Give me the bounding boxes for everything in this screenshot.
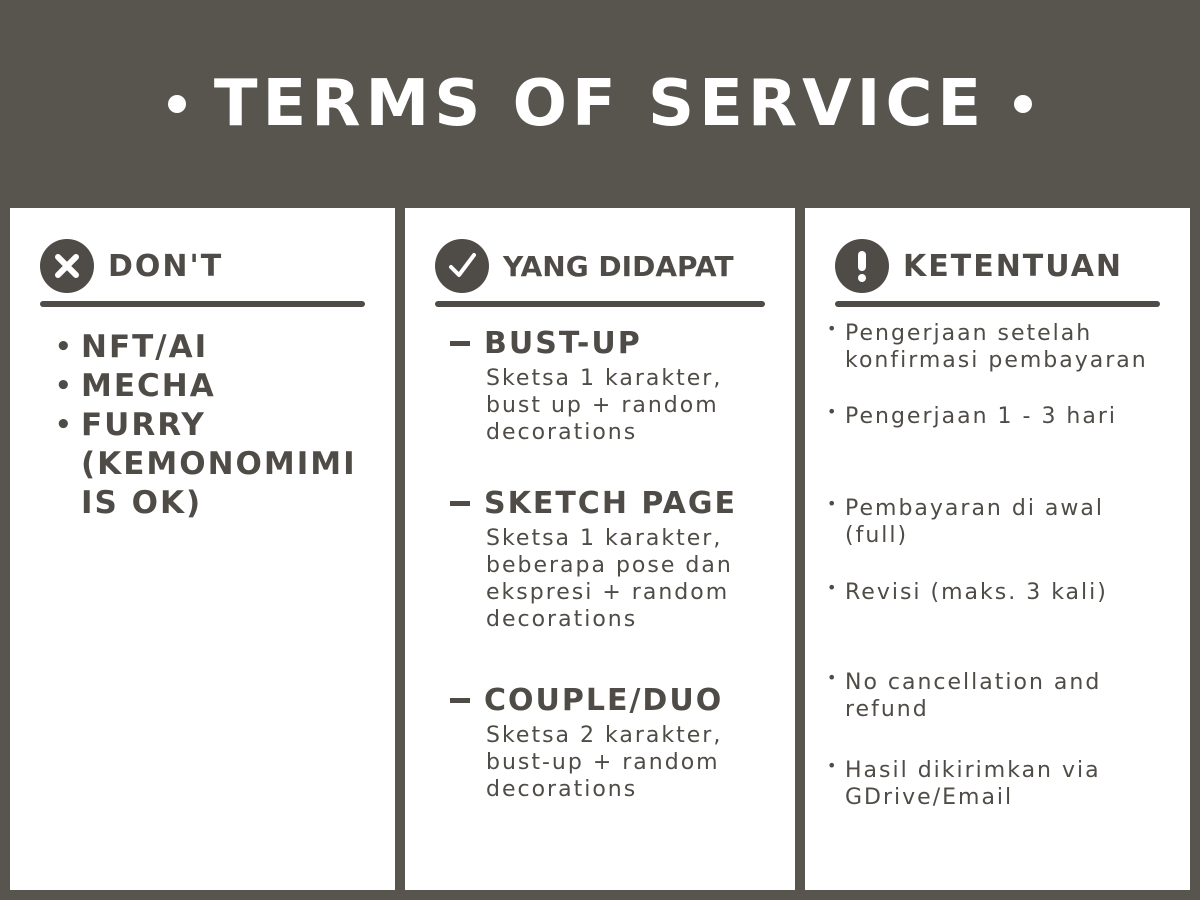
package-bust-up (450, 326, 780, 446)
list-item: IS OK) (81, 485, 203, 521)
page-title-text: TERMS OF SERVICE (213, 67, 987, 141)
package-description: Sketsa 2 karakter, bust-up + random decorations (486, 723, 723, 802)
yang-didapat-heading: YANG DIDAPAT (503, 249, 734, 283)
list-item: • Pengerjaan setelah konfirmasi pembayaran (827, 319, 1148, 373)
package-description: Sketsa 1 karakter, beberapa pose dan ekspresi + random decorations (486, 526, 733, 632)
list-item: • No cancellation and refund (827, 668, 1102, 722)
check-circle-icon (435, 239, 489, 293)
package-description: Sketsa 1 karakter, bust up + random decorations (486, 366, 723, 445)
package-couple-duo (450, 683, 780, 803)
yang-didapat-panel-header (435, 238, 765, 294)
package-title: BUST-UP (484, 326, 642, 361)
title-dot-left (168, 95, 186, 113)
dont-panel (10, 208, 395, 890)
ketentuan-heading: KETENTUAN (903, 248, 1124, 284)
list-item: • Pembayaran di awal (full) (827, 494, 1104, 548)
yang-didapat-divider (435, 301, 765, 307)
package-title: SKETCH PAGE (484, 486, 737, 521)
list-item: • Revisi (maks. 3 kali) (827, 578, 1108, 605)
dont-list (55, 328, 375, 523)
list-item: • Hasil dikirimkan via GDrive/Email (827, 756, 1101, 810)
list-item: (KEMONOMIMI (81, 446, 357, 482)
ketentuan-divider (835, 301, 1160, 307)
x-circle-icon (40, 239, 94, 293)
exclamation-circle-icon (835, 239, 889, 293)
dash-icon (450, 698, 470, 703)
ketentuan-panel-header (835, 238, 1160, 294)
package-sketch-page (450, 486, 780, 633)
page-title (168, 67, 1032, 141)
yang-didapat-panel (405, 208, 795, 890)
header (0, 0, 1200, 208)
list-item: • MECHA (55, 368, 216, 404)
dont-heading: DON'T (108, 248, 224, 284)
dont-panel-header (40, 238, 365, 294)
list-item: • FURRY (55, 407, 206, 443)
dont-divider (40, 301, 365, 307)
title-dot-right (1014, 95, 1032, 113)
list-item: • Pengerjaan 1 - 3 hari (827, 402, 1118, 429)
dash-icon (450, 341, 470, 346)
ketentuan-panel (805, 208, 1190, 890)
list-item: • NFT/AI (55, 329, 209, 365)
package-title: COUPLE/DUO (484, 683, 724, 718)
dash-icon (450, 501, 470, 506)
